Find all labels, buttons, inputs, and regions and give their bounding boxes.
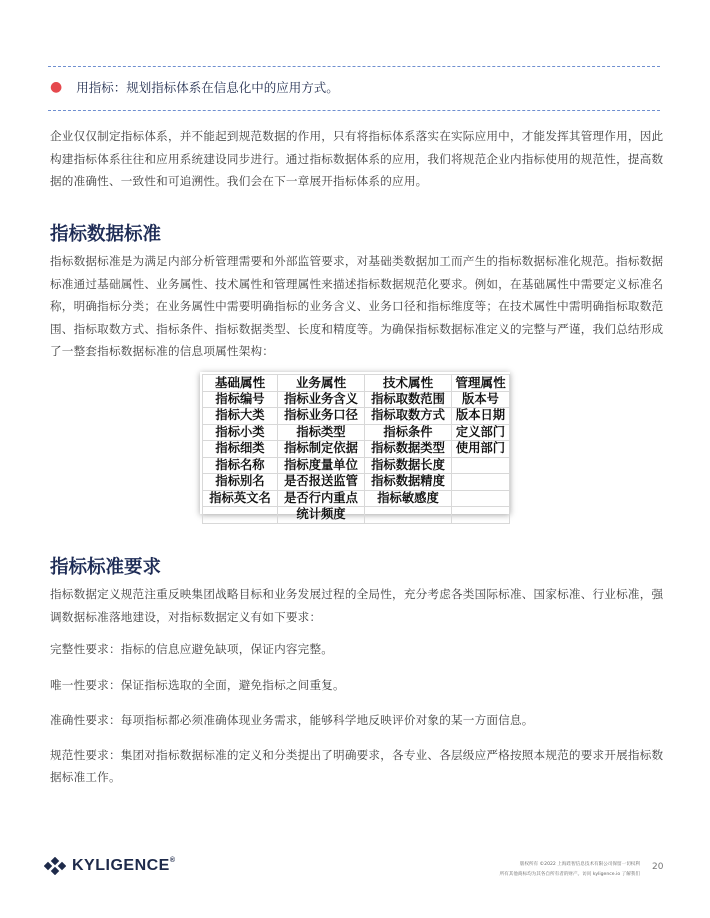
table-row [203, 457, 510, 474]
kyligence-logo-icon [44, 857, 66, 875]
table-cell: 指标别名 [203, 474, 278, 491]
table-cell: 指标类型 [278, 424, 365, 441]
attribute-table [202, 374, 510, 524]
table-cell: 指标数据精度 [365, 474, 452, 491]
table-cell: 指标制定依据 [278, 441, 365, 458]
requirement-normativity: 规范性要求：集团对指标数据标准的定义和分类提出了明确要求，各专业、各层级应严格按照本规范的要求开展指标数据标准工作。 [50, 748, 664, 784]
section2-paragraph: 指标数据定义规范注重反映集团战略目标和业务发展过程的全局性，充分考虑各类国际标准、国家标准、行业标准，强调数据标准落地建设，对指标数据定义有如下要求： [50, 587, 664, 624]
attribute-table-image [200, 372, 510, 521]
table-cell: 指标业务口径 [278, 408, 365, 425]
logo-text [72, 857, 176, 875]
table-cell [452, 507, 510, 524]
table-cell [203, 507, 278, 524]
table-cell [365, 507, 452, 524]
table-header-row [203, 375, 510, 392]
table-cell: 指标编号 [203, 391, 278, 408]
intro-paragraph: 企业仅仅制定指标体系，并不能起到规范数据的作用，只有将指标体系落实在实际应用中，才能发挥其管理作用，因此构建指标体系往往和应用系统建设同步进行。通过指标数据体系的应用，我们将规范企业内指标使用的规范性，提高数据的准确性、一致性和可追溯性。我们会在下一章展开指标体系的应用。 [50, 129, 664, 188]
table-cell: 版本日期 [452, 408, 510, 425]
section-heading-data-standard: 指标数据标准 [50, 224, 162, 245]
kyligence-logo [44, 857, 176, 875]
table-cell: 指标数据类型 [365, 441, 452, 458]
table-cell: 指标取数方式 [365, 408, 452, 425]
table-cell: 版本号 [452, 391, 510, 408]
copyright-notice [470, 860, 640, 880]
bullet-item [50, 78, 339, 96]
table-header-cell: 技术属性 [365, 375, 452, 392]
table-cell: 使用部门 [452, 441, 510, 458]
table-cell: 指标业务含义 [278, 391, 365, 408]
table-row [203, 507, 510, 524]
requirement-accuracy: 准确性要求：每项指标都必须准确体现业务需求，能够科学地反映评价对象的某一方面信息。 [50, 713, 534, 727]
bullet-dot-icon: ● [50, 79, 63, 95]
table-header-cell: 管理属性 [452, 375, 510, 392]
table-cell [452, 457, 510, 474]
table-cell [452, 474, 510, 491]
logo-wordmark: KYLIGENCE [72, 857, 170, 874]
table-cell: 是否报送监管 [278, 474, 365, 491]
table-cell: 指标数据长度 [365, 457, 452, 474]
table-header-cell: 业务属性 [278, 375, 365, 392]
logo-registered-mark: ® [169, 857, 176, 864]
table-row [203, 424, 510, 441]
table-cell: 指标取数范围 [365, 391, 452, 408]
section1-paragraph: 指标数据标准是为满足内部分析管理需要和外部监管要求，对基础类数据加工而产生的指标数据标准化规范。指标数据标准通过基础属性、业务属性、技术属性和管理属性来描述指标数据规范化要求。例如，在基础属性中需要定义标准名称，明确指标分类；在业务属性中需要明确指标的业务含义、业务口径和指标维度等；在技术属性中需明确指标取数范围、指标取数方式、指标条件、指标数据类型、长度和精度等。为确保指标数据标准定义的完整与严谨，我们总结形成了一整套指标数据标准的信息项属性架构： [50, 254, 664, 358]
section-heading-requirements: 指标标准要求 [50, 557, 162, 578]
table-row [203, 441, 510, 458]
table-cell: 指标名称 [203, 457, 278, 474]
table-cell [452, 490, 510, 507]
table-row [203, 490, 510, 507]
table-row [203, 391, 510, 408]
table-row [203, 474, 510, 491]
table-cell: 指标敏感度 [365, 490, 452, 507]
table-cell: 指标细类 [203, 441, 278, 458]
top-divider [48, 66, 660, 67]
copyright-line-1: 版权所有 ©2022 上海跬智信息技术有限公司保留一切权利 [519, 862, 640, 867]
table-cell: 指标小类 [203, 424, 278, 441]
table-cell: 定义部门 [452, 424, 510, 441]
requirement-uniqueness: 唯一性要求：保证指标选取的全面，避免指标之间重复。 [50, 678, 345, 692]
table-header-cell: 基础属性 [203, 375, 278, 392]
copyright-line-2: 所有其他商标均为其各自所有者的财产。访问 kyligence.io 了解我们 [499, 872, 640, 877]
table-cell: 指标英文名 [203, 490, 278, 507]
page-number: 20 [652, 862, 664, 872]
table-cell: 指标度量单位 [278, 457, 365, 474]
table-cell: 统计频度 [278, 507, 365, 524]
table-cell: 指标大类 [203, 408, 278, 425]
bottom-divider [48, 110, 660, 111]
table-row [203, 408, 510, 425]
table-cell: 指标条件 [365, 424, 452, 441]
requirement-completeness: 完整性要求：指标的信息应避免缺项，保证内容完整。 [50, 642, 334, 656]
table-cell: 是否行内重点 [278, 490, 365, 507]
bullet-text: 用指标：规划指标体系在信息化中的应用方式。 [76, 80, 339, 95]
